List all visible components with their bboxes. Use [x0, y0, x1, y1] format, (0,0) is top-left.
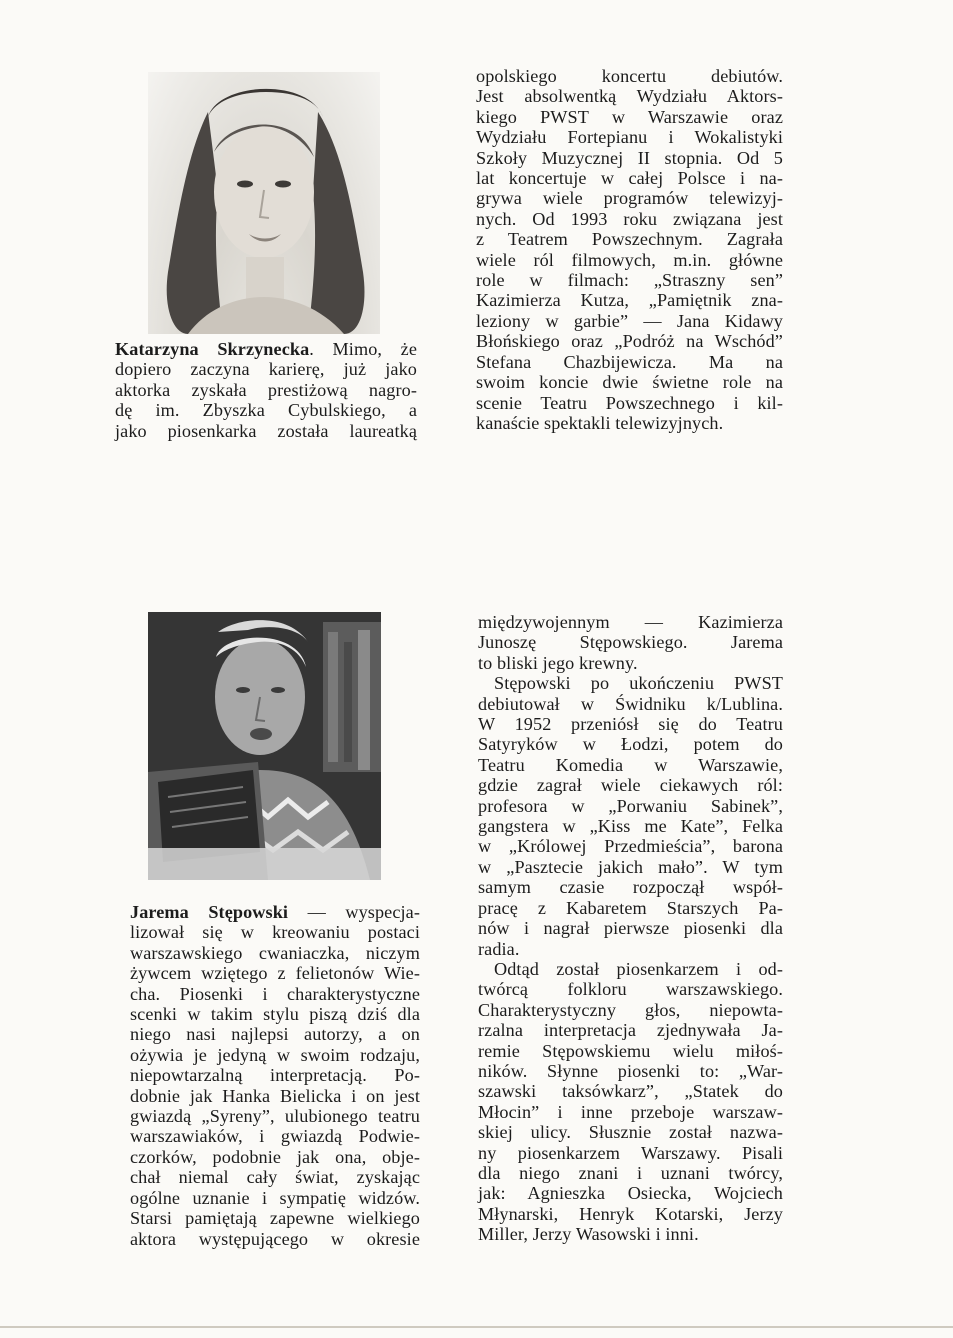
text-line: Junoszę Stępowskiego. Jarema: [478, 632, 783, 653]
body-text-right-2: [478, 612, 783, 1245]
text-line: Charakterystyczny głos, niepowta-: [478, 999, 783, 1020]
text-line: swoim koncie dwie świetne role na: [476, 372, 783, 393]
text-line: wiele ról filmowych, m.in. główne: [476, 249, 783, 270]
text-line: z Teatrem Powszechnym. Zagrała: [476, 229, 783, 250]
text-line: gangstera w „Kiss me Kate”, Felka: [478, 816, 783, 837]
text-line: ożywia je jedyną w swoim rodzaju,: [130, 1044, 420, 1065]
text-line: Błońskiego oraz „Podróż na Wschód”: [476, 331, 783, 352]
text-line: skiej ulicy. Słusznie został nazwa-: [478, 1122, 783, 1143]
caption-text-left-2: [130, 902, 420, 1249]
text-line: kanaście spektakli telewizyjnych.: [476, 412, 724, 433]
text-line: lat koncertuje w całej Polsce i na-: [476, 168, 783, 189]
text-line: Miller, Jerzy Wasowski i inni.: [478, 1224, 699, 1245]
text-line: cha. Piosenki i charakterystyczne: [130, 983, 420, 1004]
text-line: Stefana Chazbijewicza. Ma na: [476, 351, 783, 372]
text-line: W 1952 przeniósł się do Teatru: [478, 714, 783, 735]
text-line: aktora występującego w okresie: [130, 1228, 420, 1249]
text-line: lizował się w kreowaniu postaci: [130, 922, 420, 943]
text-line: to bliski jego krewny.: [478, 652, 638, 673]
text-line: Jarema Stępowski — wyspecja-: [130, 902, 420, 922]
text-line: Katarzyna Skrzynecka. Mimo, że: [115, 339, 417, 359]
text-line: niego nasi najlepsi autorzy, a on: [130, 1024, 420, 1045]
text-line: grywa wiele programów telewizyj-: [476, 188, 783, 209]
text-line: pracę z Kabaretem Starszych Pa-: [478, 897, 783, 918]
text-line: Satyryków w Łodzi, potem do: [478, 734, 783, 755]
text-line: warszawskiego cwaniaczka, niczym: [130, 942, 420, 963]
text-line: ny piosenkarzem Warszawy. Pisali: [478, 1142, 783, 1163]
text-line: chał niemal cały świat, zyskając: [130, 1167, 420, 1188]
caption-text-left-1: [115, 339, 417, 441]
text-line: dla niego znani i uznani twórcy,: [478, 1162, 783, 1183]
text-line: profesora w „Porwaniu Sabinek”,: [478, 795, 783, 816]
text-line: czorków, podobnie jak ona, obje-: [130, 1146, 420, 1167]
text-line: leziony w garbie” — Jana Kidawy: [476, 310, 783, 331]
text-line: Teatru Komedia w Warszawie,: [478, 754, 783, 775]
text-line: szawski taksówkarz”, „Statek do: [478, 1081, 783, 1102]
text-line: Starsi pamiętają zapewne wielkiego: [130, 1208, 420, 1229]
text-line: aktorka zyskała prestiżową nagro-: [115, 379, 417, 400]
text-line: remie Stępowskiemu wielu miłoś-: [478, 1040, 783, 1061]
text-line: radia.: [478, 938, 520, 959]
text-line: jak: Agnieszka Osiecka, Wojciech: [478, 1183, 783, 1204]
text-line: rzalna interpretacja zjednywała Ja-: [478, 1020, 783, 1041]
page-bottom-edge: [0, 1326, 953, 1328]
text-line: Młocin” i inne przeboje warszaw-: [478, 1101, 783, 1122]
text-line: Szkoły Muzycznej II stopnia. Od 5: [476, 147, 783, 168]
text-line: w „Królowej Przedmieścia”, barona: [478, 836, 783, 857]
text-line: debiutował w Świdniku k/Lublina.: [478, 693, 783, 714]
text-line: jako piosenkarka została laureatką: [115, 420, 417, 441]
body-text-right-1: [476, 66, 783, 433]
text-line: opolskiego koncertu debiutów.: [476, 66, 783, 86]
person-name: Jarema Stępowski: [130, 902, 289, 922]
text-line: scenie Teatru Powszechnego i kil-: [476, 392, 783, 413]
portrait-photo-jarema-stepowski: [148, 612, 381, 880]
text-line: kiego PWST w Warszawie oraz: [476, 106, 783, 127]
text-line: dopiero zaczyna karierę, już jako: [115, 359, 417, 380]
text-line: gdzie zagrał wiele ciekawych ról:: [478, 775, 783, 796]
text-line: Kazimierza Kutza, „Pamiętnik zna-: [476, 290, 783, 311]
text-line: ników. Słynne piosenki to: „War-: [478, 1060, 783, 1081]
text-line: Jest absolwentką Wydziału Aktors-: [476, 86, 783, 107]
text-line: Odtąd został piosenkarzem i od-: [494, 958, 783, 979]
text-line: niepowtarzalną interpretacją. Po-: [130, 1065, 420, 1086]
text-line: żywcem wziętego z felietonów Wie-: [130, 963, 420, 984]
text-line: Młynarski, Henryk Kotarski, Jerzy: [478, 1203, 783, 1224]
text-line: międzywojennym — Kazimierza: [478, 612, 783, 632]
text-line: nów i nagrał pierwsze piosenki dla: [478, 918, 783, 939]
text-line: samym czasie rozpoczął współ-: [478, 877, 783, 898]
portrait-photo-katarzyna-skrzynecka: [148, 72, 380, 334]
person-name: Katarzyna Skrzynecka: [115, 339, 310, 359]
text-line: dę im. Zbyszka Cybulskiego, a: [115, 400, 417, 421]
text-line: ogólne uznanie i sympatię widzów.: [130, 1187, 420, 1208]
text-line: twórcą folkloru warszawskiego.: [478, 979, 783, 1000]
text-line: Wydziału Fortepianu i Wokalistyki: [476, 127, 783, 148]
text-line: nych. Od 1993 roku związana jest: [476, 208, 783, 229]
text-line: scenki w takim stylu piszą dziś dla: [130, 1004, 420, 1025]
text-line: warszawiaków, i gwiazdą Podwie-: [130, 1126, 420, 1147]
text-line: Stępowski po ukończeniu PWST: [494, 673, 783, 694]
text-line: w „Pasztecie jakich mało”. W tym: [478, 856, 783, 877]
text-line: dobnie jak Hanka Bielicka i on jest: [130, 1085, 420, 1106]
text-line: gwiazdą „Syreny”, ulubionego teatru: [130, 1106, 420, 1127]
text-line: role w filmach: „Straszny sen”: [476, 270, 783, 291]
